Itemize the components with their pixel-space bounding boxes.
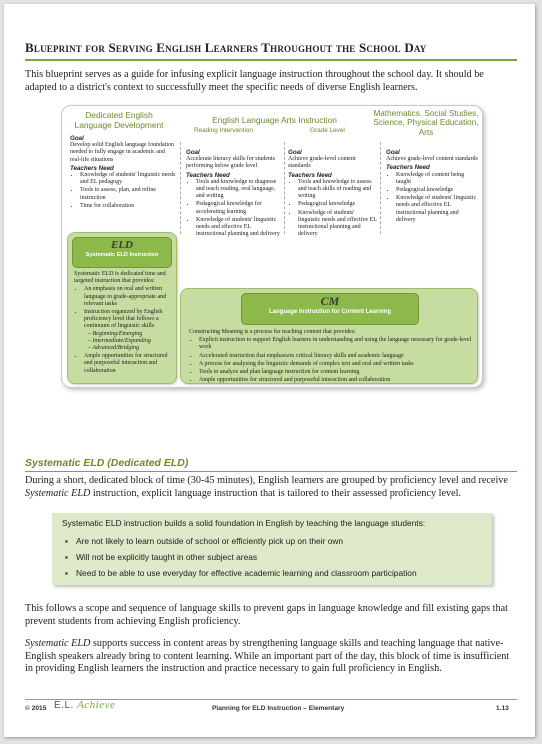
col-head-ela: English Language Arts Instruction bbox=[212, 115, 337, 125]
eld-badge bbox=[72, 237, 172, 268]
list-item: • Tools to analyze and plan language instruction for content learning bbox=[199, 369, 473, 376]
cm-box-text: Constructing Meaning is a process for teaching content that provides: bbox=[189, 329, 356, 335]
col2-goal-label: Goal bbox=[186, 149, 200, 156]
list-item: • Explicit instruction to support English learners in understanding and using the language necessary for grade-level work bbox=[199, 337, 473, 351]
paragraph-3 bbox=[25, 638, 517, 676]
cm-logo: CM bbox=[320, 294, 340, 308]
footer-copyright: © 2015 bbox=[25, 705, 47, 712]
page-number: 1.13 bbox=[496, 705, 509, 712]
col2-needs-list bbox=[186, 179, 282, 239]
col3-goal-label: Goal bbox=[288, 149, 302, 156]
cm-box-list bbox=[189, 337, 473, 384]
col4-content bbox=[386, 148, 478, 225]
document-page bbox=[4, 4, 535, 737]
col2-goal-text: Accelerate literacy skills for students performing below grade level bbox=[186, 156, 275, 170]
footer-brand-logo bbox=[54, 699, 115, 711]
brand-el: E.L. bbox=[54, 700, 74, 711]
para1-text-a: During a short, dedicated block of time (30-45 minutes), English learners are grouped by proficiency level and receive bbox=[25, 475, 508, 486]
list-item: • Tools to assess, plan, and refine instruction bbox=[80, 187, 176, 201]
col3-needs-list bbox=[288, 179, 378, 239]
blueprint-diagram bbox=[61, 105, 483, 388]
proficiency-levels bbox=[84, 331, 172, 353]
level-item: – Intermediate/Expanding bbox=[88, 337, 151, 344]
col4-needs-list bbox=[386, 172, 478, 224]
eld-instruction-box bbox=[67, 232, 177, 384]
list-item: • Knowledge of students' linguistic needs and effective EL instructional planning and delivery bbox=[196, 217, 282, 239]
list-item: • Time for collaboration bbox=[80, 203, 176, 210]
list-item-text: Instruction organized by English proficiency level that follows a continuum of linguistic skills bbox=[84, 309, 163, 330]
sub-head-reading-intervention: Reading Intervention bbox=[194, 127, 253, 134]
column-divider bbox=[284, 142, 285, 234]
list-item: • A process for analyzing the linguistic demands of complex text and oral and written tasks bbox=[199, 361, 473, 368]
list-item bbox=[84, 309, 172, 352]
brand-achieve: Achieve bbox=[77, 699, 116, 711]
eld-logo: ELD bbox=[111, 239, 133, 251]
list-item: • Tools and knowledge to diagnose and teach reading, oral language, and writing bbox=[196, 179, 282, 201]
callout-list bbox=[62, 533, 417, 581]
list-item: • Pedagogical knowledge for accelerating learning bbox=[196, 201, 282, 215]
paragraph-2: This follows a scope and sequence of language skills to prevent gaps in language knowledge and fill existing gaps that prevent students from achieving English proficiency. bbox=[25, 603, 508, 627]
list-item: • Ample opportunities for structured and purposeful interaction and collaboration bbox=[84, 353, 172, 375]
col4-goal-text: Achieve grade-level content standards bbox=[386, 156, 478, 163]
para3-emphasis: Systematic ELD bbox=[25, 638, 91, 649]
col1-need-label: Teachers Need bbox=[70, 164, 114, 172]
eld-box-list bbox=[74, 286, 172, 374]
col-head-eld: Dedicated English Language Development bbox=[74, 110, 164, 130]
col1-goal-label: Goal bbox=[70, 135, 84, 142]
cm-instruction-box bbox=[180, 288, 478, 384]
level-item: – Advanced/Bridging bbox=[88, 345, 140, 352]
column-divider bbox=[380, 142, 381, 234]
column-divider bbox=[180, 142, 181, 234]
col4-need-label: Teachers Need bbox=[386, 164, 430, 172]
list-item: • Pedagogical knowledge bbox=[396, 187, 478, 194]
footer-title: Planning for ELD Instruction – Elementary bbox=[212, 705, 345, 712]
eld-box-content bbox=[74, 271, 172, 376]
col2-need-label: Teachers Need bbox=[186, 171, 230, 179]
paragraph-1 bbox=[25, 475, 517, 500]
para3-text: supports success in content areas by strengthening language skills and teaching language that native-English speakers already bring to content learning. While an important part of the day, this block of time is insufficient in providing English learners the instruction and practice necessary to gain full proficiency in English. bbox=[25, 638, 510, 675]
list-item: • Tools and knowledge to assess and teach skills of reading and writing bbox=[298, 179, 378, 201]
callout-lead: Systematic ELD instruction builds a solid foundation in English by teaching the language students: bbox=[62, 518, 426, 528]
list-item: • Knowledge of students' linguistic needs and effective EL instructional planning and delivery bbox=[396, 195, 478, 224]
list-item: ▪ Are not likely to learn outside of school or efficiently pick up on their own bbox=[76, 533, 417, 549]
intro-paragraph: This blueprint serves as a guide for infusing explicit language instruction throughout the school day. It should be adapted to a district's context to successfully meet the specific needs of diverse English learners. bbox=[25, 69, 484, 93]
sub-head-grade-level: Grade Level bbox=[310, 127, 345, 134]
list-item: ▪ Will not be explicitly taught in other subject areas bbox=[76, 549, 417, 565]
para1-emphasis: Systematic ELD bbox=[25, 487, 91, 499]
list-item: • Knowledge of students' linguistic needs and EL pedagogy bbox=[80, 172, 176, 186]
list-item: • Pedagogical knowledge bbox=[298, 201, 378, 208]
col3-content bbox=[288, 148, 378, 239]
para1-text-b: instruction, explicit language instruction that is tailored to their assessed proficiency level. bbox=[90, 487, 461, 499]
col3-goal-text: Achieve grade-level content standards bbox=[288, 156, 356, 170]
col1-needs-list bbox=[70, 172, 176, 210]
list-item: ▪ Need to be able to use everyday for effective academic learning and classroom participation bbox=[76, 565, 417, 581]
cm-box-content bbox=[189, 329, 473, 385]
list-item: • Ample opportunities for structured and purposeful interaction and collaboration bbox=[199, 377, 473, 384]
eld-box-text: Systematic ELD is dedicated time and targeted instruction that provides: bbox=[74, 271, 166, 285]
list-item: • Knowledge of content being taught bbox=[396, 172, 478, 186]
col-head-content-areas: Mathematics, Social Studies, Science, Physical Education, Arts bbox=[373, 109, 479, 137]
col4-goal-label: Goal bbox=[386, 149, 400, 156]
col3-need-label: Teachers Need bbox=[288, 171, 332, 179]
col2-content bbox=[186, 148, 282, 239]
list-item: • Accelerated instruction that emphasizes critical literacy skills and academic language bbox=[199, 353, 473, 360]
section-heading: Systematic ELD (Dedicated ELD) bbox=[25, 457, 517, 472]
list-item: • Knowledge of students' linguistic needs and effective EL instructional planning and delivery bbox=[298, 210, 378, 239]
callout-box bbox=[52, 513, 492, 585]
page-title: Blueprint for Serving English Learners Throughout the School Day bbox=[25, 40, 517, 61]
col1-goal-text: Develop solid English language foundation needed to fully engage in academic and real-life situations bbox=[70, 142, 174, 163]
col1-content bbox=[70, 134, 176, 211]
level-item: – Beginning/Emerging bbox=[88, 330, 143, 337]
cm-badge bbox=[241, 293, 419, 325]
eld-badge-label: Systematic ELD Instruction bbox=[85, 252, 159, 258]
cm-badge-label: Language Instruction for Content Learning bbox=[269, 309, 391, 315]
list-item: • An emphasis on oral and written language in grade-appropriate and relevant tasks bbox=[84, 286, 172, 308]
